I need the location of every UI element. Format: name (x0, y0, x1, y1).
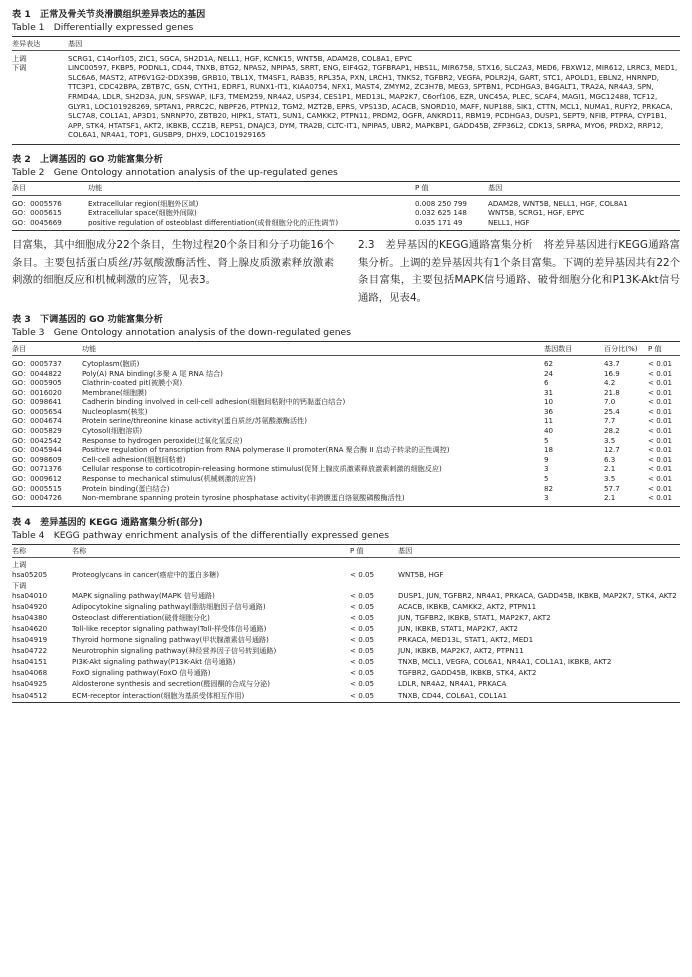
table4-cell: < 0.05 (350, 657, 374, 667)
table3-cell: GO：0005905 (12, 378, 62, 388)
table3-caption-en: Table 3 Gene Ontology annotation analysis of the down-regulated genes (12, 327, 351, 339)
table4-cell: hsa05205 (12, 570, 48, 579)
table-row (12, 445, 680, 455)
table-row (12, 436, 680, 446)
table4-cell: PI3K-Akt signaling pathway(P13K-Akt 信号通路) (72, 657, 236, 667)
table4-header-genes: 基因 (398, 546, 413, 556)
table4-caption-cn: 表 4 差异基因的 KEGG 通路富集分析(部分) (12, 516, 203, 528)
table-row (12, 691, 680, 702)
table3-cell: 36 (544, 406, 554, 416)
table4-cell: PRKACA, MED13L, STAT1, AKT2, MED1 (398, 635, 534, 645)
table2-header-term: 条目 (12, 183, 27, 193)
table3-cell: 62 (544, 358, 554, 368)
table-row (12, 63, 680, 144)
table3-cell: 6.3 (604, 454, 616, 464)
table3-section (12, 313, 680, 507)
table3-cell: 9 (544, 454, 549, 464)
table4-cell: < 0.05 (350, 601, 374, 611)
table3-cell: GO：0098641 (12, 397, 62, 407)
table4-cell: TGFBR2, GADD45B, IKBKB, STK4, AKT2 (398, 668, 537, 678)
table4-cell: < 0.05 (350, 646, 374, 656)
table-row (12, 635, 680, 646)
table4-section (12, 516, 680, 703)
table3-cell: < 0.01 (648, 435, 672, 445)
table3-cell: GO：0004726 (12, 493, 62, 503)
table-row (12, 416, 680, 426)
table-row (12, 570, 680, 581)
table-row (12, 359, 680, 369)
table-row (12, 679, 680, 690)
table4-cell: hsa04925 (12, 679, 48, 689)
table-row (12, 455, 680, 465)
table3-cell: 28.2 (604, 426, 620, 436)
table3-cell: 10 (544, 397, 554, 407)
table3-cell: GO：0045944 (12, 445, 62, 455)
table4 (12, 545, 680, 702)
table3-cell: Poly(A) RNA binding(多聚 A 尾 RNA 结合) (82, 368, 223, 378)
table2-cell: NELL1, HGF (488, 217, 530, 227)
table3-cell: Cytosol(细胞溶质) (82, 426, 143, 436)
table2-cell: WNT5B, SCRG1, HGF, EPYC (488, 208, 585, 218)
table-row (12, 493, 680, 506)
table4-cell: hsa04068 (12, 668, 48, 678)
table-row (12, 199, 680, 209)
table3-cell: 11 (544, 416, 554, 426)
table3-cell: < 0.01 (648, 493, 672, 503)
table3-cell: < 0.01 (648, 397, 672, 407)
table4-cell: hsa04920 (12, 601, 48, 611)
table4-cell: Toll-like receptor signaling pathway(Toll-样受体信号通路) (72, 623, 267, 633)
table4-cell: hsa04620 (12, 623, 48, 633)
table-row (12, 397, 680, 407)
table2-cell: 0.035 171 49 (415, 217, 463, 227)
table-row (12, 426, 680, 436)
table3-cell: 3.5 (604, 474, 616, 484)
table4-cell: < 0.05 (350, 690, 374, 700)
table3-cell: GO：0005829 (12, 426, 62, 436)
table-row (12, 657, 680, 668)
table3-cell: 3 (544, 464, 549, 474)
table3-cell: < 0.01 (648, 483, 672, 493)
table4-header-name: 名称 (12, 546, 27, 556)
table3-cell: 7.7 (604, 416, 616, 426)
body-paragraph-left: 目富集，其中细胞成分22个条目，生物过程20个条目和分子功能16个条目。主要包括蛋白质丝/苏氨酸激酶活性、肾上腺皮质激素释放激素刺激的细胞反应和机械刺激的应答，见表3。 (12, 239, 334, 287)
table2 (12, 182, 680, 230)
table4-cell: Osteoclast differentiation(破骨细胞分化) (72, 612, 210, 622)
table2-header-pvalue: P 值 (415, 183, 429, 193)
table1-row-genes: SCRG1, C14orf105, ZIC1, SGCA, SH2D1A, NELL1, HGF, KCNK15, WNT5B, ADAM28, COL8A1, EPYC (68, 53, 413, 63)
table1 (12, 37, 680, 144)
table-row (12, 407, 680, 417)
table2-cell: GO：0005576 (12, 198, 62, 208)
table4-cell: Proteoglycans in cancer(癌症中的蛋白多糖) (72, 570, 220, 579)
table-row (12, 218, 680, 231)
table3-cell: 5 (544, 435, 549, 445)
table4-bottom-rule (12, 702, 680, 703)
table3-cell: Membrane(细胞膜) (82, 387, 147, 397)
table3-cell: 2.1 (604, 493, 616, 503)
body-paragraph-right: 2.3 差异基因的KEGG通路富集分析 将差异基因进行KEGG通路富集分析。上调的差异基因共有1个条目富集。下调的差异基因共有22个条目富集，主要包括MAPK信号通路、破骨细胞分化和P13K-Akt信号通路，见表4。 (358, 239, 680, 304)
table4-cell: < 0.05 (350, 679, 374, 689)
table3-cell: < 0.01 (648, 416, 672, 426)
table-row (12, 602, 680, 613)
table2-bottom-rule (12, 230, 680, 231)
table2-header-function: 功能 (88, 183, 103, 193)
table3-cell: GO：0071376 (12, 464, 62, 474)
table4-cell: < 0.05 (350, 623, 374, 633)
table3-cell: 31 (544, 387, 554, 397)
table3-bottom-rule (12, 506, 680, 507)
table3-cell: GO：0042542 (12, 435, 62, 445)
table3-cell: < 0.01 (648, 445, 672, 455)
table3-cell: GO：0009612 (12, 474, 62, 484)
table4-cell: JUN, TGFBR2, IKBKB, STAT1, MAP2K7, AKT2 (398, 612, 551, 622)
table3-cell: Cellular response to corticotropin-releasing hormone stimulus(促肾上腺皮质激素释放激素刺激的细胞反应) (82, 464, 442, 474)
table3-cell: GO：0005515 (12, 483, 62, 493)
table3-cell: GO：0004674 (12, 416, 62, 426)
table1-row-genes: LINC00597, FKBP5, PODNL1, CD44, TNXB, BTG2, NPAS2, NPIPA5, SRRT, ENG, EIF4G2, TGFBRAP1, HBS1L, MIR6758, STX16, SLC2A3, MED6, FBXW12, MIR612, LRRC3, MED1, SLC6A6, MAST2, ATP6V1G2-DDX39B, GRB10, TBL1X, TM4SF1, RAB35, RPL35A, PXN, LRCH1, TNKS2, TGFBR2, VEGFA, POLR2J4, GART, STC1, APOLD1, EBLN2, HNRNPD, TTC3P1, CDC42BPA, ZBTB7C, GSN, CYTH1, EDRF1, RUNX1-IT1, KIAA0754, NFX1, MAST4, ZMYM2, ZC3H7B, MEG3, SPTBN1, PCDHGA3, B4GALT1, TRA2A, NR4A3, SPN, FRMD4A, LDLR, SH2D3A, JUN, SFSWAP, ILF3, TMEM259, NR4A2, USP34, CES1P1, MED13L, MAP2K7, C6orf106, EZR, UNC45A, PLEC, SCAF4, MAGI1, MGC12488, TCF12, GLYR1, LOC101928269, SPTAN1, PRRC2C, NBPF26, PTPN12, TGM2, MZT2B, EPRS, VPS13D, ACACB, SNORD10, MAFF, NUP188, SIK1, CTTN, MCL1, NUMA1, RUFY2, PRKACA, SLC7A8, COL1A1, AP3D1, SNRNP70, ZBTB20, HIPK1, STAT1, SUN1, CAMKK2, PTPN11, PRDM2, OGFR, ANKRD11, RBM19, PCDHGA3, DUSP1, SEPT9, NFIB, PTPRA, CYP1B1, APP, STK4, HTATSF1, AKT2, IKBKB, CCZ1B, REPS1, DNAJC3, DYM, TRA2B, CLTC-IT1, NPIPA5, UBR2, MAPKBP1, GADD45B, ZFP36L2, CDK13, SRPRA, MYO6, PRDX2, RRP12, COL6A1, NR4A1, TOP1, GUSBP9, DHX9, LOC101929165 (68, 63, 678, 140)
table3-header-percent: 百分比(%) (604, 343, 638, 353)
table3-header-function: 功能 (82, 343, 97, 353)
table3-cell: < 0.01 (648, 368, 672, 378)
table4-group-down (12, 581, 680, 591)
table4-cell: < 0.05 (350, 590, 374, 600)
table-row (12, 369, 680, 379)
table3-cell: 57.7 (604, 483, 620, 493)
table4-cell: Thyroid hormone signaling pathway(甲状腺激素信号通路) (72, 635, 269, 645)
table3-cell: < 0.01 (648, 378, 672, 388)
table2-cell: 0.032 625 148 (415, 208, 467, 218)
table2-header-genes: 基因 (488, 183, 503, 193)
table3-cell: Response to hydrogen peroxide(过氧化氢反应) (82, 435, 243, 445)
table3-cell: Cytoplasm(胞质) (82, 358, 140, 368)
table1-header-genes: 基因 (68, 38, 83, 48)
table3-cell: 4.2 (604, 378, 616, 388)
table4-cell: hsa04380 (12, 612, 48, 622)
table3 (12, 342, 680, 506)
table3-cell: < 0.01 (648, 474, 672, 484)
table3-cell: < 0.01 (648, 454, 672, 464)
table1-row-label: 上调 (12, 53, 27, 63)
table4-cell: FoxO signaling pathway(FoxO 信号通路) (72, 668, 211, 678)
table4-down-label: 下调 (12, 581, 27, 591)
table4-cell: < 0.05 (350, 635, 374, 645)
table3-cell: GO：0044822 (12, 368, 62, 378)
table2-cell: GO：0005615 (12, 208, 62, 218)
table4-cell: hsa04010 (12, 590, 48, 600)
table3-cell: 2.1 (604, 464, 616, 474)
table3-cell: GO：0005654 (12, 406, 62, 416)
table4-cell: < 0.05 (350, 612, 374, 622)
table2-cell: positive regulation of osteoblast differentiation(成骨细胞分化的正性调节) (88, 217, 339, 227)
table-row (12, 388, 680, 398)
table3-cell: Protein binding(蛋白结合) (82, 483, 170, 493)
table3-cell: < 0.01 (648, 406, 672, 416)
table1-caption-en: Table 1 Differentially expressed genes (12, 22, 194, 33)
table3-cell: 21.8 (604, 387, 620, 397)
table1-row-label: 下调 (12, 63, 27, 73)
table3-cell: Response to mechanical stimulus(机械刺激的应答) (82, 474, 256, 484)
table-row (12, 464, 680, 474)
table4-header-pathway: 名称 (72, 546, 87, 556)
table4-cell: ACACB, IKBKB, CAMKK2, AKT2, PTPN11 (398, 601, 537, 611)
table4-cell: JUN, IKBKB, STAT1, MAP2K7, AKT2 (398, 623, 518, 633)
table3-caption-cn: 表 3 下调基因的 GO 功能富集分析 (12, 314, 163, 326)
table4-cell: MAPK signaling pathway(MAPK 信号通路) (72, 590, 215, 600)
table3-cell: 7.0 (604, 397, 616, 407)
table2-section (12, 153, 680, 231)
table4-cell: Adipocytokine signaling pathway(脂肪细胞因子信号通路) (72, 601, 266, 611)
table3-cell: 5 (544, 474, 549, 484)
table3-cell: Protein serine/threonine kinase activity(蛋白质丝/苏氨酸激酶活性) (82, 416, 307, 426)
table3-cell: 25.4 (604, 406, 620, 416)
table-row (12, 474, 680, 484)
table3-cell: GO：0016020 (12, 387, 62, 397)
table-row (12, 646, 680, 657)
table3-cell: 16.9 (604, 368, 620, 378)
table3-cell: 3.5 (604, 435, 616, 445)
table4-cell: DUSP1, JUN, TGFBR2, NR4A1, PRKACA, GADD45B, IKBKB, MAP2K7, STK4, AKT2 (398, 590, 677, 600)
table3-cell: Non-membrane spanning protein tyrosine phosphatase activity(非跨膜蛋白络氨酸磷酸酶活性) (82, 493, 405, 503)
table3-cell: Cell-cell adhesion(细胞间粘着) (82, 454, 186, 464)
table2-caption-en: Table 2 Gene Ontology annotation analysis of the up-regulated genes (12, 166, 338, 178)
table3-cell: Nucleoplasm(核浆) (82, 406, 148, 416)
table3-header-term: 条目 (12, 343, 27, 353)
table4-caption-en: Table 4 KEGG pathway enrichment analysis of the differentially expressed genes (12, 529, 389, 541)
table4-cell: LDLR, NR4A2, NR4A1, PRKACA (398, 679, 507, 689)
table-row (12, 484, 680, 494)
table3-cell: 3 (544, 493, 549, 503)
table4-cell: hsa04722 (12, 646, 48, 656)
table-row (12, 624, 680, 635)
table4-cell: TNXB, MCL1, VEGFA, COL6A1, NR4A1, COL1A1, IKBKB, AKT2 (398, 657, 612, 667)
table4-group-up (12, 560, 680, 570)
table3-cell: 24 (544, 368, 554, 378)
table-row (12, 668, 680, 679)
table4-cell: ECM-receptor interaction(细胞为基质受体相互作用) (72, 690, 245, 700)
table-row (12, 54, 680, 64)
table-row (12, 378, 680, 388)
table-row (12, 208, 680, 218)
table2-cell: 0.008 250 799 (415, 198, 467, 208)
table3-cell: GO：0098609 (12, 454, 62, 464)
table3-cell: 43.7 (604, 358, 620, 368)
table-row (12, 613, 680, 624)
table4-up-label: 上调 (12, 560, 27, 570)
table4-cell: hsa04151 (12, 657, 48, 667)
table3-cell: 6 (544, 378, 549, 388)
table3-cell: 40 (544, 426, 554, 436)
table4-cell: JUN, IKBKB, MAP2K7, AKT2, PTPN11 (398, 646, 524, 656)
table4-cell: Neurotrophin signaling pathway(神经营养因子信号转到通路) (72, 646, 277, 656)
table4-cell: hsa04512 (12, 690, 48, 700)
table4-header-pvalue: P 值 (350, 546, 364, 556)
table1-bottom-rule (12, 144, 680, 145)
table4-cell: hsa04919 (12, 635, 48, 645)
table4-cell: WNT5B, HGF (398, 570, 444, 579)
table2-cell: GO：0045669 (12, 217, 62, 227)
table1-caption-cn: 表 1 正常及骨关节炎滑膜组织差异表达的基因 (12, 9, 206, 20)
table4-cell: Aldosterone synthesis and secretion(醛固酮的合成与分泌) (72, 679, 271, 689)
table1-section (12, 8, 680, 145)
table3-cell: Positive regulation of transcription from RNA polymerase II promoter(RNA 聚合酶 II 启动子转录的正性调控) (82, 445, 450, 455)
table4-cell: TNXB, CD44, COL6A1, COL1A1 (398, 690, 508, 700)
table3-header-pvalue: P 值 (648, 343, 662, 353)
page (12, 8, 680, 703)
table4-cell: < 0.05 (350, 570, 374, 579)
table-row (12, 591, 680, 602)
table3-cell: Cadherin binding involved in cell-cell adhesion(细胞间粘附中的钙黏蛋白结合) (82, 397, 346, 407)
table3-cell: < 0.01 (648, 358, 672, 368)
table2-caption-cn: 表 2 上调基因的 GO 功能富集分析 (12, 153, 163, 165)
table3-cell: 18 (544, 445, 554, 455)
table1-header-expr: 差异表达 (12, 38, 41, 48)
table3-cell: 82 (544, 483, 554, 493)
table3-cell: Clathrin-coated pit(被膜小窝) (82, 378, 183, 388)
table3-cell: < 0.01 (648, 387, 672, 397)
table2-cell: Extracellular space(细胞外间隙) (88, 208, 197, 218)
table3-header-count: 基因数目 (544, 343, 573, 353)
body-text-columns (12, 237, 680, 307)
table4-cell: < 0.05 (350, 668, 374, 678)
table2-cell: ADAM28, WNT5B, NELL1, HGF, COL8A1 (488, 198, 628, 208)
table3-cell: < 0.01 (648, 426, 672, 436)
table3-cell: < 0.01 (648, 464, 672, 474)
table2-cell: Extracellular region(细胞外区域) (88, 198, 199, 208)
table3-cell: 12.7 (604, 445, 620, 455)
table3-cell: GO：0005737 (12, 358, 62, 368)
